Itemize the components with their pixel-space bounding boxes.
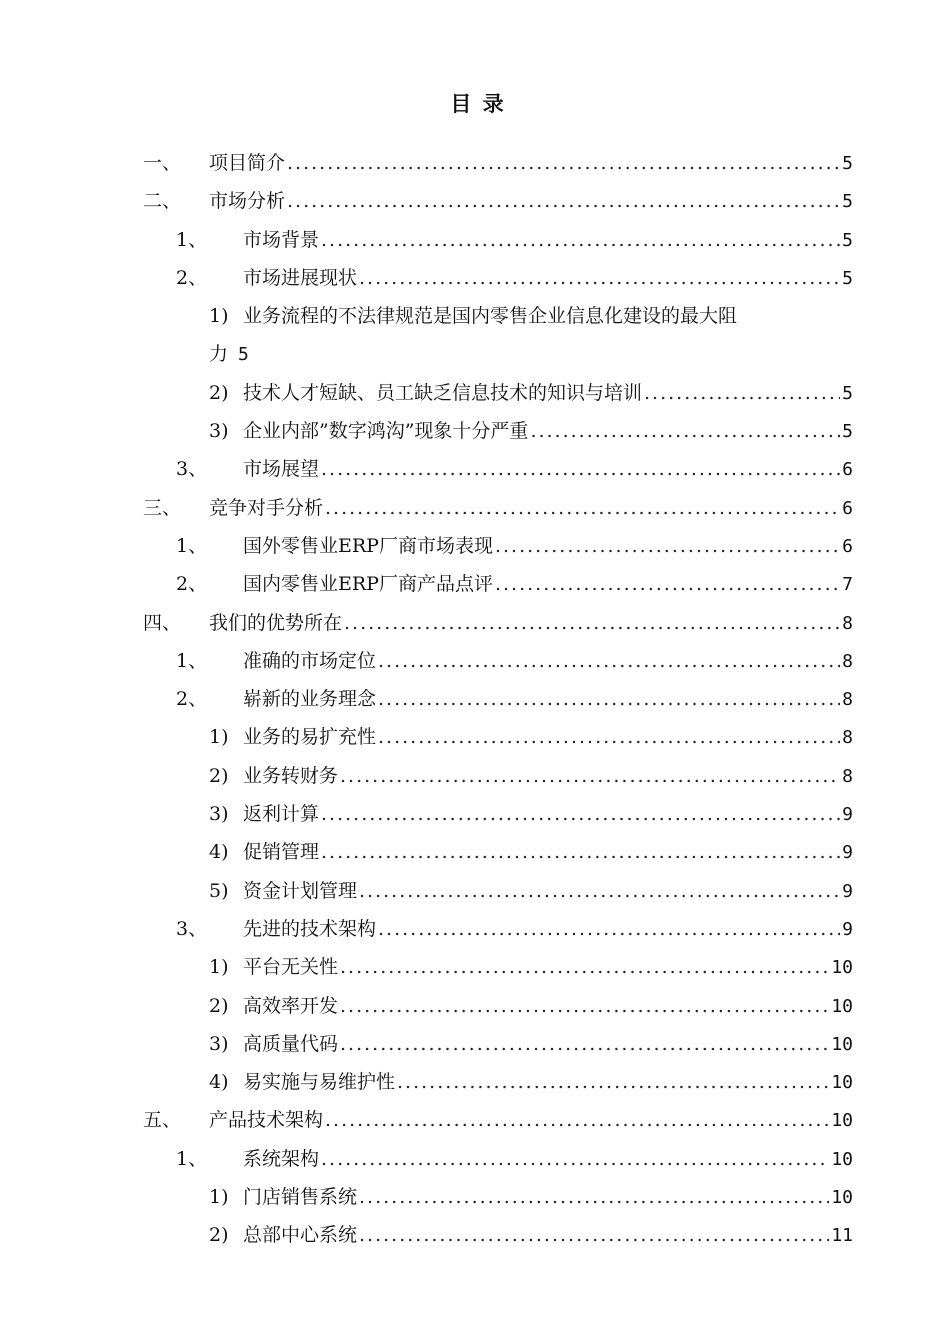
entry-text: 资金计划管理 xyxy=(243,879,358,902)
toc-entry[interactable] xyxy=(143,1101,853,1139)
entry-page-number: 5 xyxy=(842,191,853,213)
entry-page-number: 9 xyxy=(842,804,853,826)
toc-entry[interactable] xyxy=(143,450,853,488)
entry-page-number: 5 xyxy=(238,344,249,366)
dot-leader xyxy=(321,833,840,871)
toc-entry[interactable] xyxy=(143,259,853,297)
toc-entry[interactable] xyxy=(143,872,853,910)
toc-entry[interactable] xyxy=(143,182,853,220)
dot-leader xyxy=(530,412,840,450)
toc-entry[interactable] xyxy=(143,1140,853,1178)
entry-number: 2) xyxy=(209,994,229,1017)
dot-leader xyxy=(359,1216,829,1254)
entry-page-number: 10 xyxy=(831,1072,853,1094)
toc-list xyxy=(143,144,853,1255)
dot-leader xyxy=(287,182,840,220)
entry-text: 市场背景 xyxy=(243,228,320,251)
toc-entry[interactable] xyxy=(143,144,853,182)
dot-leader xyxy=(287,144,840,182)
entry-text: 高效率开发 xyxy=(243,994,339,1017)
entry-page-number: 5 xyxy=(842,267,853,289)
entry-number: 1) xyxy=(209,726,229,749)
entry-number: 3、 xyxy=(176,917,208,940)
entry-page-number: 9 xyxy=(842,918,853,940)
toc-entry[interactable] xyxy=(143,680,853,718)
entry-number: 五、 xyxy=(143,1109,182,1132)
entry-page-number: 8 xyxy=(842,765,853,787)
dot-leader xyxy=(340,757,840,795)
entry-text: 平台无关性 xyxy=(243,956,339,979)
toc-entry[interactable] xyxy=(143,1063,853,1101)
entry-number: 一、 xyxy=(143,152,182,174)
entry-page-number: 11 xyxy=(831,1225,853,1247)
dot-leader xyxy=(495,565,840,603)
entry-text: 促销管理 xyxy=(243,841,320,864)
entry-text: 准确的市场定位 xyxy=(243,649,377,672)
entry-text: 业务转财务 xyxy=(243,764,339,787)
entry-page-number: 10 xyxy=(831,995,853,1017)
dot-leader xyxy=(378,718,840,756)
entry-page-number: 10 xyxy=(831,1187,853,1209)
dot-leader xyxy=(321,1140,829,1178)
entry-page-number: 5 xyxy=(842,153,853,174)
entry-text: 产品技术架构 xyxy=(209,1109,324,1132)
entry-number: 3) xyxy=(209,1032,229,1055)
dot-leader xyxy=(325,489,840,527)
toc-entry[interactable] xyxy=(143,412,853,450)
entry-number: 1、 xyxy=(176,534,208,557)
entry-text: 技术人才短缺、员工缺乏信息技术的知识与培训 xyxy=(243,381,643,404)
entry-page-number: 10 xyxy=(831,957,853,979)
entry-number: 3) xyxy=(209,420,229,443)
dot-leader xyxy=(644,374,840,412)
entry-page-number: 7 xyxy=(842,574,853,596)
entry-number: 1) xyxy=(209,305,229,328)
entry-page-number: 8 xyxy=(842,650,853,672)
entry-text: 国内零售业ERP厂商产品点评 xyxy=(243,573,493,596)
dot-leader xyxy=(378,680,840,718)
entry-page-number: 10 xyxy=(831,1110,853,1132)
entry-number: 4) xyxy=(209,841,229,864)
toc-entry[interactable] xyxy=(143,1025,853,1063)
entry-text: 返利计算 xyxy=(243,803,320,826)
entry-text: 市场展望 xyxy=(243,458,320,481)
entry-text: 易实施与易维护性 xyxy=(243,1071,396,1094)
entry-text: 崭新的业务理念 xyxy=(243,688,377,711)
toc-entry[interactable] xyxy=(143,987,853,1025)
entry-page-number: 5 xyxy=(842,382,853,404)
entry-text: 市场分析 xyxy=(209,190,286,213)
toc-entry[interactable] xyxy=(143,642,853,680)
entry-text: 企业内部”数字鸿沟”现象十分严重 xyxy=(243,420,529,443)
entry-text: 门店销售系统 xyxy=(243,1186,358,1209)
dot-leader xyxy=(359,872,840,910)
entry-text: 高质量代码 xyxy=(243,1032,339,1055)
toc-entry[interactable] xyxy=(143,527,853,565)
entry-text: 先进的技术架构 xyxy=(243,917,377,940)
dot-leader xyxy=(359,259,840,297)
dot-leader xyxy=(495,527,840,565)
entry-number: 2、 xyxy=(176,573,208,596)
entry-number: 1、 xyxy=(176,1147,208,1170)
entry-number: 2) xyxy=(209,381,229,404)
dot-leader xyxy=(359,1178,829,1216)
dot-leader xyxy=(325,1101,829,1139)
entry-number: 3) xyxy=(209,803,229,826)
dot-leader xyxy=(378,910,840,948)
entry-number: 2、 xyxy=(176,688,208,711)
entry-page-number: 10 xyxy=(831,1148,853,1170)
entry-number: 2) xyxy=(209,1224,229,1247)
entry-number: 4) xyxy=(209,1071,229,1094)
entry-number: 二、 xyxy=(143,190,182,213)
entry-page-number: 6 xyxy=(842,459,853,481)
entry-number: 1) xyxy=(209,956,229,979)
entry-page-number: 8 xyxy=(842,612,853,634)
entry-page-number: 6 xyxy=(842,497,853,519)
entry-text: 市场进展现状 xyxy=(243,266,358,289)
entry-page-number: 6 xyxy=(842,535,853,557)
dot-leader xyxy=(378,642,840,680)
entry-text: 业务流程的不法律规范是国内零售企业信息化建设的最大阻 xyxy=(243,305,738,328)
entry-number: 2) xyxy=(209,764,229,787)
toc-entry[interactable] xyxy=(143,297,853,374)
toc-entry[interactable] xyxy=(143,795,853,833)
dot-leader xyxy=(340,987,829,1025)
entry-number: 3、 xyxy=(176,458,208,481)
entry-page-number: 10 xyxy=(831,1033,853,1055)
toc-entry[interactable] xyxy=(143,221,853,259)
entry-text: 业务的易扩充性 xyxy=(243,726,377,749)
entry-number: 1) xyxy=(209,1186,229,1209)
toc-entry[interactable] xyxy=(143,604,853,642)
toc-entry[interactable] xyxy=(143,910,853,948)
entry-text: 项目简介 xyxy=(209,152,286,174)
dot-leader xyxy=(321,450,840,488)
toc-entry[interactable] xyxy=(143,565,853,603)
entry-text: 我们的优势所在 xyxy=(209,611,343,634)
entry-number: 1、 xyxy=(176,649,208,672)
entry-text: 竞争对手分析 xyxy=(209,496,324,519)
toc-entry[interactable] xyxy=(143,833,853,871)
entry-text: 系统架构 xyxy=(243,1147,320,1170)
toc-entry[interactable] xyxy=(143,1178,853,1216)
dot-leader xyxy=(344,604,840,642)
dot-leader xyxy=(321,795,840,833)
toc-entry[interactable] xyxy=(143,1216,853,1254)
entry-number: 5) xyxy=(209,879,229,902)
entry-page-number: 8 xyxy=(842,689,853,711)
dot-leader xyxy=(397,1063,829,1101)
entry-text-continued: 力 xyxy=(209,343,229,366)
entry-page-number: 5 xyxy=(842,229,853,251)
toc-entry[interactable] xyxy=(143,757,853,795)
entry-number: 1、 xyxy=(176,228,208,251)
entry-page-number: 9 xyxy=(842,880,853,902)
dot-leader xyxy=(321,221,840,259)
dot-leader xyxy=(340,1025,829,1063)
entry-number: 三、 xyxy=(143,496,182,519)
toc-entry[interactable] xyxy=(143,718,853,756)
dot-leader xyxy=(340,948,829,986)
entry-text: 国外零售业ERP厂商市场表现 xyxy=(243,534,493,557)
entry-number: 四、 xyxy=(143,611,182,634)
entry-page-number: 9 xyxy=(842,842,853,864)
toc-entry[interactable] xyxy=(143,374,853,412)
entry-text: 总部中心系统 xyxy=(243,1224,358,1247)
toc-title: 目 录 xyxy=(450,91,506,116)
entry-page-number: 5 xyxy=(842,421,853,443)
toc-entry[interactable] xyxy=(143,489,853,527)
entry-page-number: 8 xyxy=(842,727,853,749)
toc-entry[interactable] xyxy=(143,948,853,986)
entry-number: 2、 xyxy=(176,266,208,289)
